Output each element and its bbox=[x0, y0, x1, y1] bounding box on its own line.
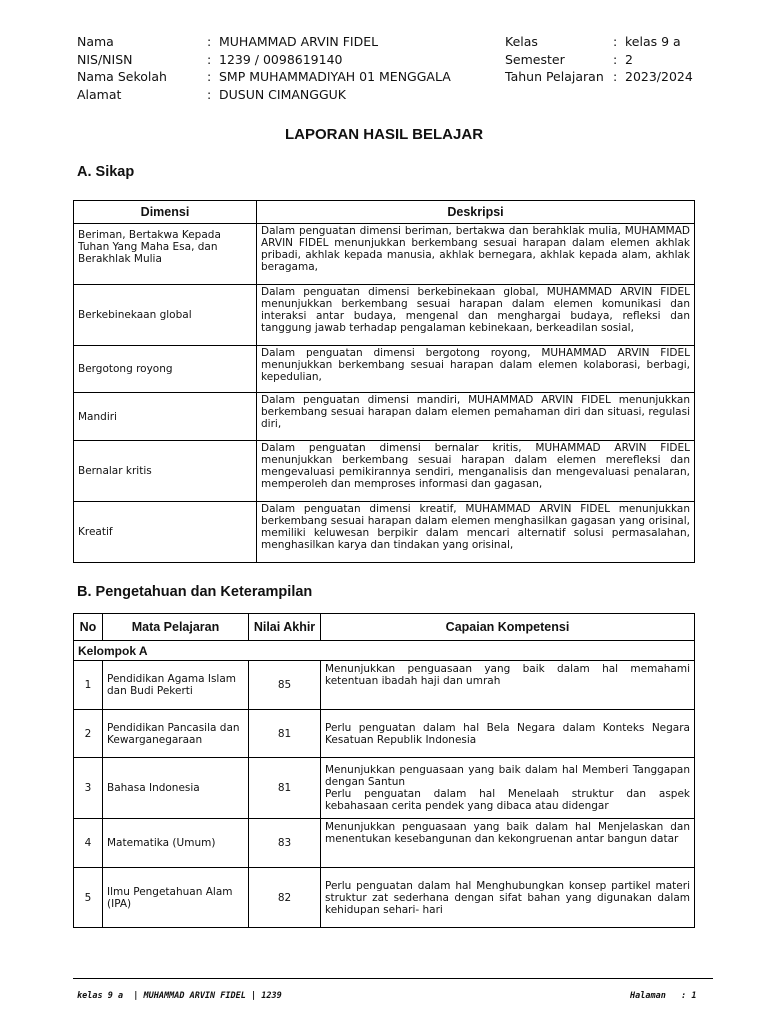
info-label: NIS/NISN bbox=[77, 51, 133, 67]
col-header-no: No bbox=[74, 614, 103, 641]
info-value-nisn: 1239 / 0098619140 bbox=[219, 51, 343, 67]
cell-capaian: Menunjukkan penguasaan yang baik dalam hal memahami ketentuan ibadah haji dan umrah bbox=[321, 661, 695, 710]
group-row bbox=[74, 641, 695, 661]
sikap-table bbox=[73, 200, 695, 563]
footer-page-number: Halaman : 1 bbox=[630, 991, 697, 1001]
cell-nilai: 81 bbox=[249, 710, 321, 758]
info-value-sekolah: SMP MUHAMMADIYAH 01 MENGGALA bbox=[219, 69, 451, 84]
student-info-right bbox=[505, 33, 693, 86]
cell-dimensi: Mandiri bbox=[74, 393, 257, 441]
cell-nilai: 85 bbox=[249, 661, 321, 710]
col-header-mapel: Mata Pelajaran bbox=[103, 614, 249, 641]
cell-mapel: Pendidikan Agama Islam dan Budi Pekerti bbox=[103, 661, 249, 710]
info-row-alamat bbox=[77, 86, 451, 104]
cell-no: 5 bbox=[74, 868, 103, 928]
info-value-semester: 2 bbox=[625, 51, 633, 67]
info-value-alamat: DUSUN CIMANGGUK bbox=[219, 86, 347, 102]
cell-mapel: Pendidikan Pancasila dan Kewarganegaraan bbox=[103, 710, 249, 758]
info-label: Semester bbox=[505, 51, 565, 67]
info-colon: : bbox=[207, 69, 212, 84]
table-row bbox=[74, 393, 695, 441]
info-value-tahun: 2023/2024 bbox=[625, 69, 693, 84]
cell-deskripsi: Dalam penguatan dimensi bergotong royong, MUHAMMAD ARVIN FIDEL menunjukkan berkembang sesuai harapan dalam elemen kolaborasi, berbagi, kepedulian, bbox=[257, 346, 695, 393]
info-label: Nama Sekolah bbox=[77, 69, 167, 84]
info-colon: : bbox=[207, 51, 212, 67]
cell-mapel: Bahasa Indonesia bbox=[103, 758, 249, 819]
group-label: Kelompok A bbox=[74, 641, 695, 661]
info-value-nama: MUHAMMAD ARVIN FIDEL bbox=[219, 34, 379, 49]
col-header-capaian: Capaian Kompetensi bbox=[321, 614, 695, 641]
table-row bbox=[74, 868, 695, 928]
info-row-kelas bbox=[505, 33, 693, 51]
cell-deskripsi: Dalam penguatan dimensi beriman, bertakwa dan berahklak mulia, MUHAMMAD ARVIN FIDEL menunjukkan berkembang sesuai harapan dalam elemen akhlak pribadi, akhlak kepada manusia, akhlak bernegara, akhlak kepada alam, akhlak beragama, bbox=[257, 224, 695, 285]
cell-dimensi: Bernalar kritis bbox=[74, 441, 257, 502]
cell-nilai: 83 bbox=[249, 819, 321, 868]
col-header-deskripsi: Deskripsi bbox=[257, 201, 695, 224]
section-heading-sikap: A. Sikap bbox=[77, 164, 135, 180]
table-row bbox=[74, 441, 695, 502]
col-header-dimensi: Dimensi bbox=[74, 201, 257, 224]
table-row bbox=[74, 819, 695, 868]
info-row-sekolah bbox=[77, 68, 451, 86]
table-header-row bbox=[74, 201, 695, 224]
cell-deskripsi: Dalam penguatan dimensi bernalar kritis, MUHAMMAD ARVIN FIDEL menunjukkan berkembang sesuai harapan dalam elemen merefleksi dan mengevaluasi pemikirannya sendiri, menganalisis dan mengevaluasi penalaran, memperoleh dan memproses informasi dan gagasan, bbox=[257, 441, 695, 502]
cell-no: 4 bbox=[74, 819, 103, 868]
section-heading-pengetahuan: B. Pengetahuan dan Keterampilan bbox=[77, 584, 313, 600]
info-colon: : bbox=[613, 69, 618, 84]
info-row-nisn bbox=[77, 51, 451, 69]
cell-deskripsi: Dalam penguatan dimensi mandiri, MUHAMMAD ARVIN FIDEL menunjukkan berkembang sesuai harapan dalam elemen pemahaman diri dan situasi, regulasi diri, bbox=[257, 393, 695, 441]
report-title: LAPORAN HASIL BELAJAR bbox=[284, 126, 484, 143]
info-label: Kelas bbox=[505, 34, 538, 49]
student-info-left bbox=[77, 33, 451, 103]
footer-left: kelas 9 a | MUHAMMAD ARVIN FIDEL | 1239 bbox=[77, 991, 282, 1001]
cell-capaian: Perlu penguatan dalam hal Bela Negara dalam Konteks Negara Kesatuan Republik Indonesia bbox=[321, 710, 695, 758]
table-row bbox=[74, 346, 695, 393]
info-label: Alamat bbox=[77, 86, 122, 102]
cell-mapel: Ilmu Pengetahuan Alam (IPA) bbox=[103, 868, 249, 928]
info-colon: : bbox=[613, 51, 618, 67]
cell-no: 2 bbox=[74, 710, 103, 758]
cell-nilai: 82 bbox=[249, 868, 321, 928]
table-row bbox=[74, 758, 695, 819]
footer-divider bbox=[73, 978, 713, 979]
cell-nilai: 81 bbox=[249, 758, 321, 819]
table-header-row bbox=[74, 614, 695, 641]
info-label: Nama bbox=[77, 34, 114, 49]
nilai-table bbox=[73, 613, 695, 928]
info-value-kelas: kelas 9 a bbox=[625, 34, 681, 49]
info-label: Tahun Pelajaran bbox=[505, 69, 604, 84]
info-colon: : bbox=[207, 86, 212, 102]
cell-dimensi: Berkebinekaan global bbox=[74, 285, 257, 346]
cell-dimensi: Kreatif bbox=[74, 502, 257, 563]
table-row bbox=[74, 661, 695, 710]
table-row bbox=[74, 502, 695, 563]
info-row-nama bbox=[77, 33, 451, 51]
info-row-tahun bbox=[505, 68, 693, 86]
cell-dimensi: Beriman, Bertakwa Kepada Tuhan Yang Maha Esa, dan Berakhlak Mulia bbox=[74, 224, 257, 285]
info-colon: : bbox=[613, 34, 618, 49]
info-colon: : bbox=[207, 34, 212, 49]
table-row bbox=[74, 285, 695, 346]
table-row bbox=[74, 710, 695, 758]
cell-dimensi: Bergotong royong bbox=[74, 346, 257, 393]
cell-no: 1 bbox=[74, 661, 103, 710]
col-header-nilai: Nilai Akhir bbox=[249, 614, 321, 641]
cell-deskripsi: Dalam penguatan dimensi berkebinekaan global, MUHAMMAD ARVIN FIDEL menunjukkan berkembang sesuai harapan dalam elemen komunikasi dan interaksi antar budaya, mengenal dan menghargai budaya, refleksi dan tanggung jawab terhadap pengalaman kebinekaan, berkeadilan sosial, bbox=[257, 285, 695, 346]
info-row-semester bbox=[505, 51, 693, 69]
cell-capaian: Perlu penguatan dalam hal Menghubungkan konsep partikel materi struktur zat sederhana dengan sifat bahan yang digunakan dalam kehidupan sehari- hari bbox=[321, 868, 695, 928]
cell-capaian: Menunjukkan penguasaan yang baik dalam hal Menjelaskan dan menentukan kesebangunan dan kekongruenan antar bangun datar bbox=[321, 819, 695, 868]
table-row bbox=[74, 224, 695, 285]
cell-mapel: Matematika (Umum) bbox=[103, 819, 249, 868]
cell-no: 3 bbox=[74, 758, 103, 819]
cell-capaian: Menunjukkan penguasaan yang baik dalam hal Memberi Tanggapan dengan Santun Perlu penguatan dalam hal Menelaah struktur dan aspek kebahasaan cerita pendek yang dibaca atau didengar bbox=[321, 758, 695, 819]
cell-deskripsi: Dalam penguatan dimensi kreatif, MUHAMMAD ARVIN FIDEL menunjukkan berkembang sesuai harapan dalam elemen menghasilkan gagasan yang orisinal, memiliki keluwesan berpikir dalam mencari alternatif solusi permasalahan, menghasilkan karya dan tindakan yang orisinal, bbox=[257, 502, 695, 563]
